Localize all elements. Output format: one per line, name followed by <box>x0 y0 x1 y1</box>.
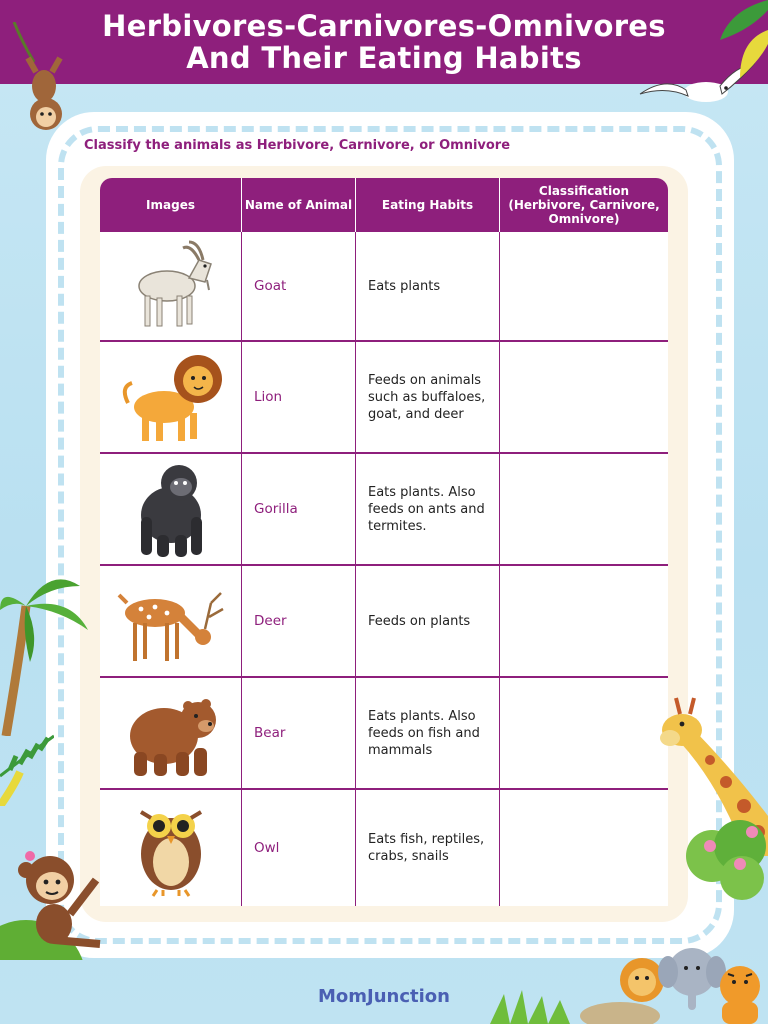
table-row <box>100 342 668 454</box>
flower-bush-icon <box>682 806 768 902</box>
leaves-icon <box>700 0 768 80</box>
eating-habits: Eats plants <box>356 232 500 340</box>
eating-habits: Feeds on plants <box>356 566 500 676</box>
title-line-2: And Their Eating Habits <box>186 41 582 75</box>
lion-icon <box>116 347 226 447</box>
hanging-monkey-icon <box>4 22 84 132</box>
deer-icon <box>111 573 231 669</box>
animal-image-cell <box>100 232 242 340</box>
header-name: Name of Animal <box>242 178 356 232</box>
animal-name: Bear <box>242 678 356 788</box>
animal-name: Deer <box>242 566 356 676</box>
animal-image-cell <box>100 678 242 788</box>
table-row <box>100 454 668 566</box>
animal-group-icon <box>580 938 768 1024</box>
palm-tree-icon <box>0 566 90 736</box>
classification-answer-cell[interactable] <box>500 232 668 340</box>
eating-habits: Eats plants. Also feeds on ants and termites. <box>356 454 500 564</box>
header-habits: Eating Habits <box>356 178 500 232</box>
sitting-monkey-icon <box>0 840 112 960</box>
table-row <box>100 232 668 342</box>
eating-habits: Feeds on animals such as buffaloes, goat, and deer <box>356 342 500 452</box>
animal-name: Gorilla <box>242 454 356 564</box>
animal-name: Owl <box>242 790 356 906</box>
table-row <box>100 790 668 906</box>
animal-name: Goat <box>242 232 356 340</box>
header-images: Images <box>100 178 242 232</box>
classification-answer-cell[interactable] <box>500 566 668 676</box>
instruction-text: Classify the animals as Herbivore, Carnivore, or Omnivore <box>84 138 511 153</box>
brand-logo[interactable]: MomJunction <box>318 986 450 1007</box>
classification-answer-cell[interactable] <box>500 454 668 564</box>
classification-answer-cell[interactable] <box>500 342 668 452</box>
eating-habits: Eats plants. Also feeds on fish and mammals <box>356 678 500 788</box>
animal-name: Lion <box>242 342 356 452</box>
table-header-row <box>100 178 668 232</box>
table-row <box>100 678 668 790</box>
animal-image-cell <box>100 454 242 564</box>
classification-answer-cell[interactable] <box>500 790 668 906</box>
gorilla-icon <box>125 457 217 561</box>
classification-table <box>100 178 668 906</box>
animal-image-cell <box>100 342 242 452</box>
animal-image-cell <box>100 566 242 676</box>
header-classification: Classification (Herbivore, Carnivore, Omnivore) <box>508 184 660 226</box>
title-line-1: Herbivores-Carnivores-Omnivores <box>102 9 666 43</box>
classification-answer-cell[interactable] <box>500 678 668 788</box>
table-row <box>100 566 668 678</box>
animal-image-cell <box>100 790 242 906</box>
owl-icon <box>131 796 211 900</box>
fern-icon <box>0 716 54 806</box>
bear-icon <box>116 686 226 780</box>
eating-habits: Eats fish, reptiles, crabs, snails <box>356 790 500 906</box>
goat-icon <box>125 238 217 334</box>
